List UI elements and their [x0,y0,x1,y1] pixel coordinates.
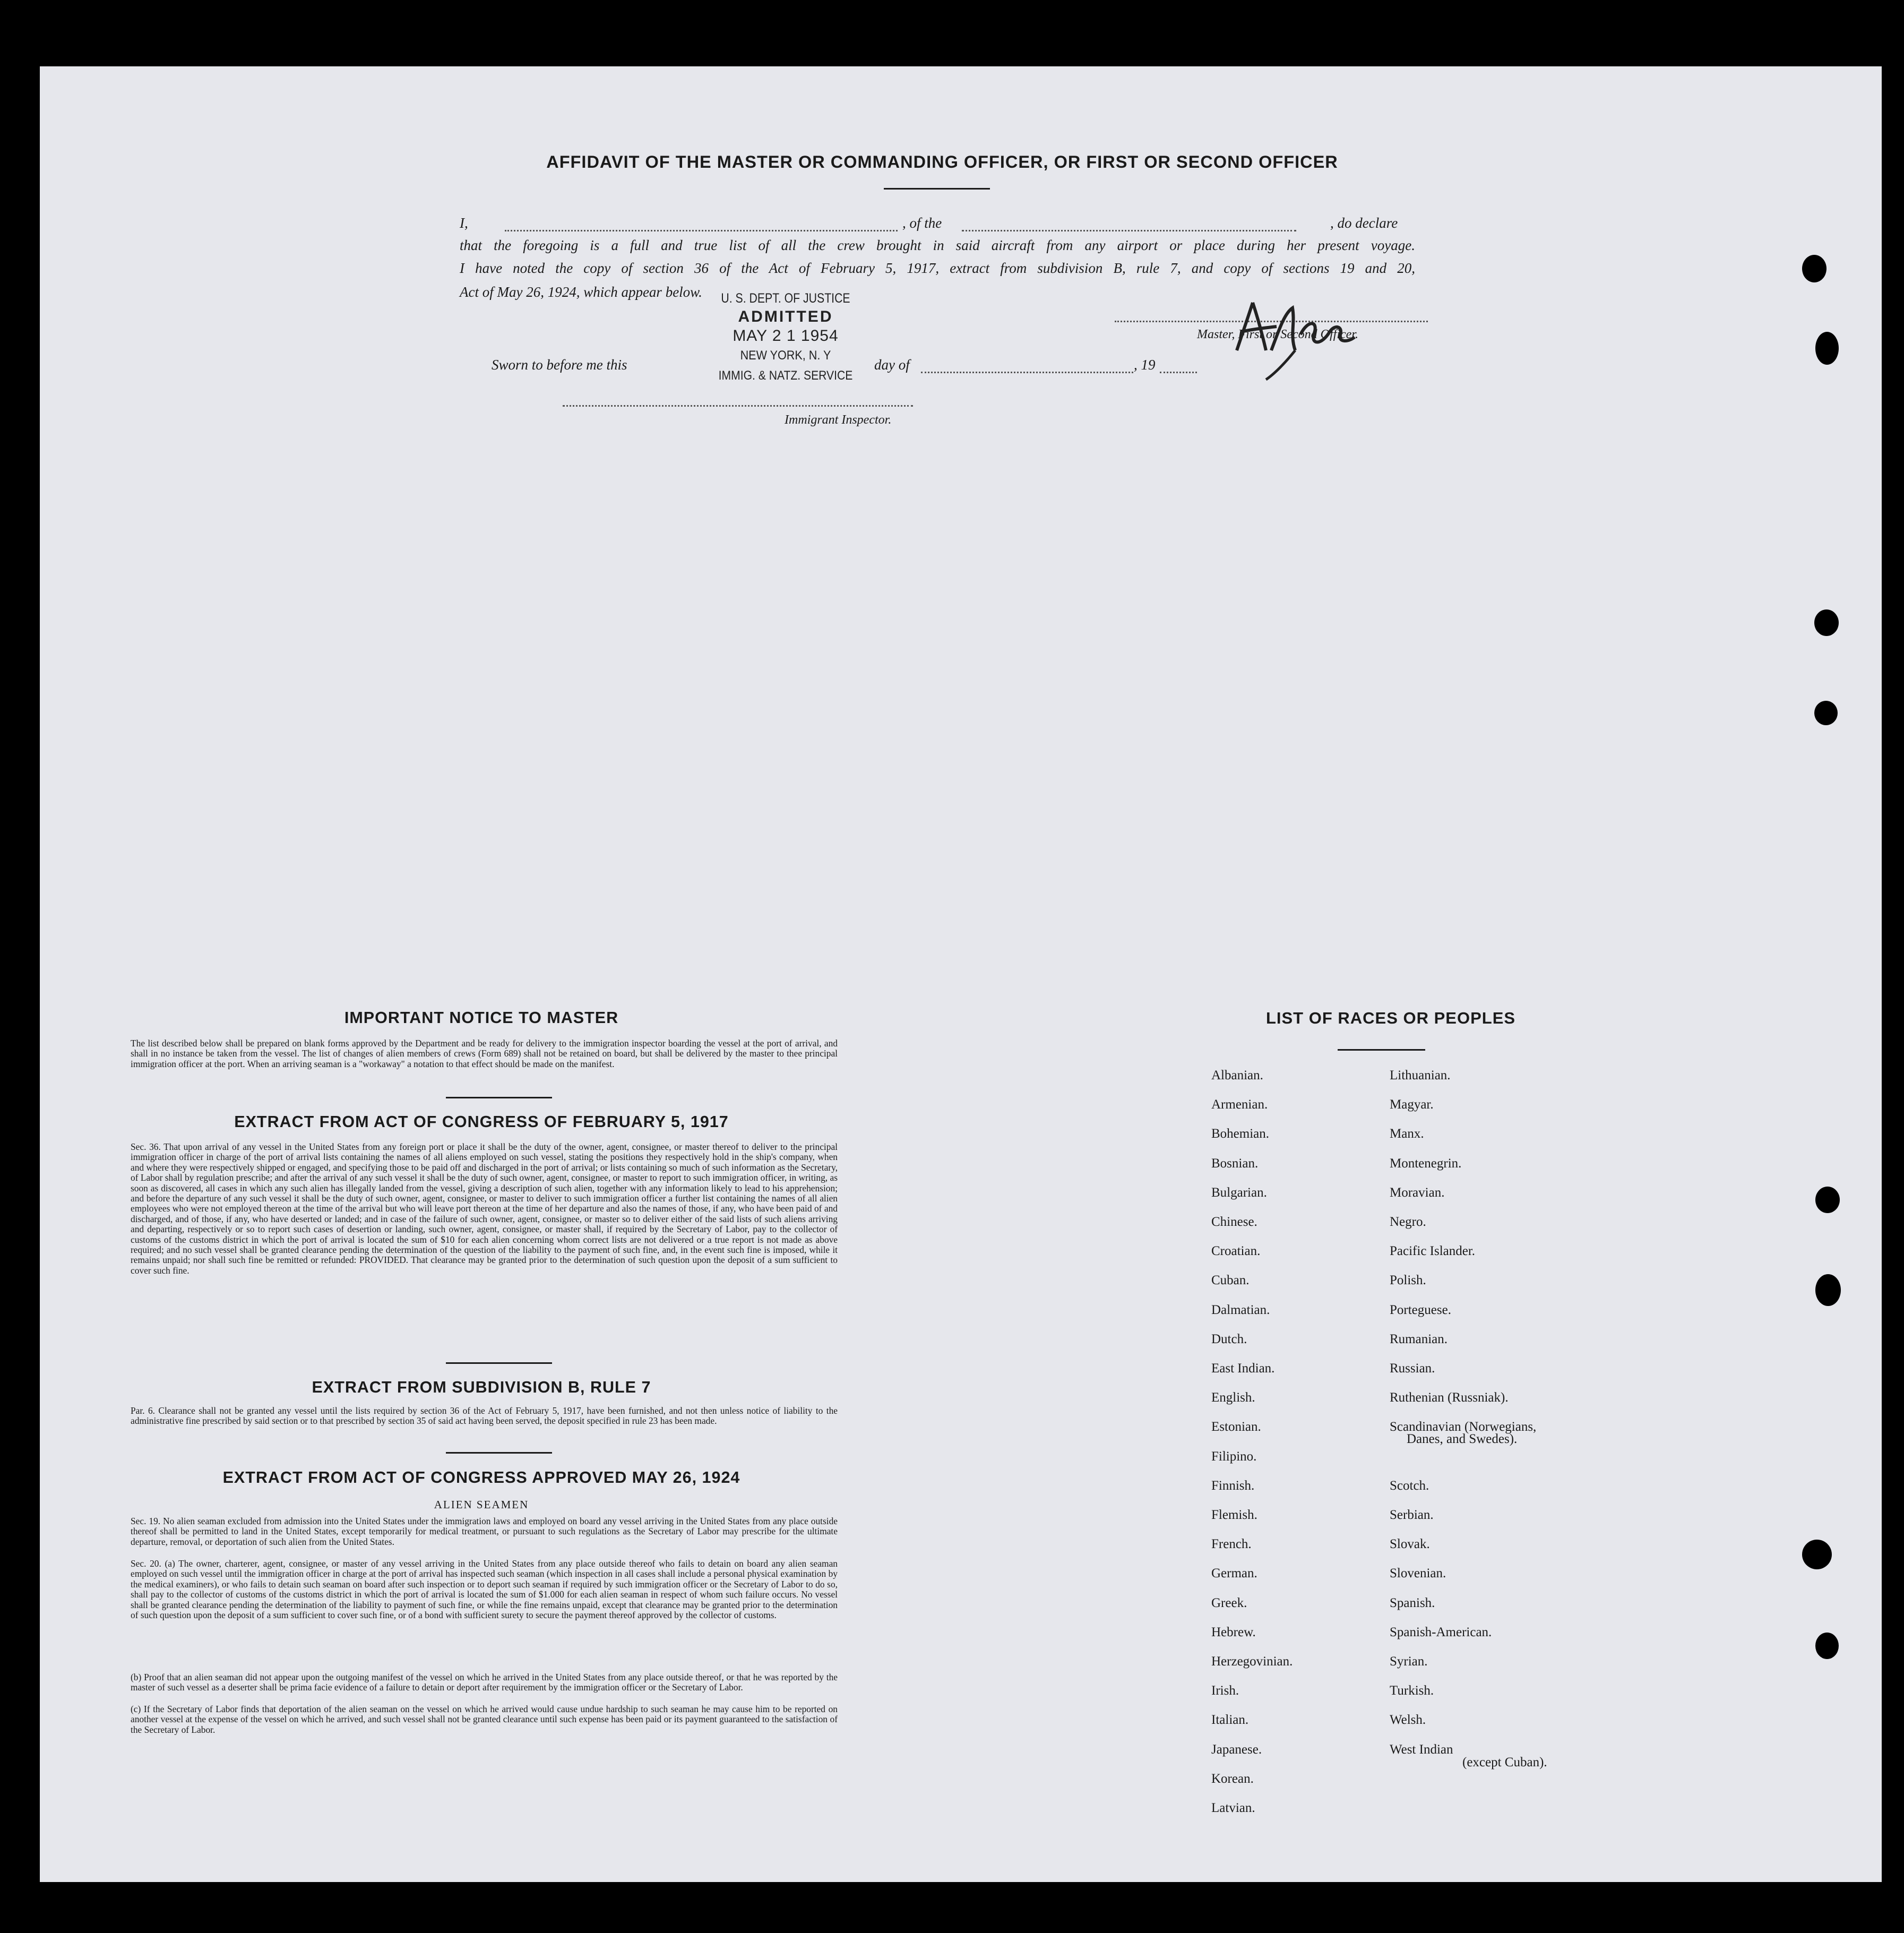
race-item: Porteguese. [1390,1302,1451,1317]
race-item: Japanese. [1211,1742,1262,1757]
race-item: German. [1211,1566,1257,1581]
notice-title: IMPORTANT NOTICE TO MASTER [344,1009,619,1027]
month-field [921,372,1133,373]
race-item: Albanian. [1211,1068,1263,1083]
race-item: Hebrew. [1211,1625,1256,1639]
divider [446,1097,552,1098]
race-item: Moravian. [1390,1185,1445,1200]
race-item: Rumanian. [1390,1331,1448,1346]
name-field [505,230,898,231]
race-item: Bulgarian. [1211,1185,1267,1200]
races-divider [1338,1049,1425,1051]
vessel-field [962,230,1296,231]
punch-hole [1814,609,1839,636]
divider [446,1362,552,1364]
sworn-label: Sworn to before me this [492,357,627,373]
race-item: Polish. [1390,1273,1426,1288]
race-continuation: Danes, and Swedes). [1407,1432,1518,1446]
stamp-admitted: ADMITTED [738,308,833,325]
race-item: Flemish. [1211,1508,1257,1522]
year-label: , 19 [1134,357,1156,373]
race-item: Turkish. [1390,1683,1434,1698]
race-item: Greek. [1211,1595,1247,1610]
race-item: French. [1211,1537,1252,1552]
inspector-label: Immigrant Inspector. [785,413,892,427]
extract-1924-subtitle: ALIEN SEAMEN [434,1498,529,1511]
sec20a-text: Sec. 20. (a) The owner, charterer, agent, consignee, or master of any vessel arriving in the United States from any place outside thereof who fails to detain on board any alien seaman employed on such vessel until the immigration officer in charge at the port of arrival has inspected such seaman (which inspection in all cases shall include a personal physical examination by the medical examiners), or who fails to detain such seaman on board after such inspection or to deport such seaman if required by such immigration officer or the Secretary of Labor to do so, shall pay to the collector of customs of the customs district in which the port of arrival is located the sum of $1.000 for each alien seaman in respect of whom such failure occurs. No vessel shall be granted clearance pending the determination of the liability to payment of such fine, or while the fine remains unpaid, except that clearance may be granted prior to the determination of such question upon the deposit of a sum sufficient to cover such fine, or of a bond with sufficient surety to secure the payment thereof approved by the collector of customs. [131,1558,838,1621]
race-item: Korean. [1211,1771,1254,1786]
divider [446,1452,552,1454]
punch-hole [1814,701,1838,725]
race-item: Pacific Islander. [1390,1244,1476,1259]
title-divider [884,188,990,190]
race-item: Scandinavian (Norwegians, [1390,1420,1537,1434]
race-item: Russian. [1390,1361,1435,1376]
stamp-date: MAY 2 1 1954 [733,327,839,345]
year-field [1160,372,1197,373]
race-item: English. [1211,1390,1255,1405]
punch-hole [1815,1274,1841,1306]
extract-1917-title: EXTRACT FROM ACT OF CONGRESS OF FEBRUARY 5, 1917 [234,1113,729,1131]
punch-hole [1802,255,1827,282]
race-item: Latvian. [1211,1801,1255,1815]
admitted-stamp [706,291,865,383]
notice-text: The list described below shall be prepared on blank forms approved by the Department and be ready for delivery to the immigration inspector boarding the vessel at the port of arrival, and shall in no instance be taken from the vessel. The list of changes of alien members of crews (Form 689) shall not be retained on board, but shall be delivered by the master to thee principal immigration officer at the port. When an arriving seaman is a "workaway" a notation to that effect should be made on the manifest. [131,1038,838,1069]
sec20b-text: (b) Proof that an alien seaman did not appear upon the outgoing manifest of the vessel on which he arrived in the United States from any place outside thereof, or that he was reported by the master of such vessel as a deserter shall be prima facie evidence of a failure to detain or deport after requirement by the immigration officer or the Secretary of Labor. [131,1672,838,1693]
race-item: Irish. [1211,1683,1239,1698]
stamp-dept: U. S. DEPT. OF JUSTICE [721,291,850,306]
race-item: Ruthenian (Russniak). [1390,1390,1509,1405]
affidavit-line4: Act of May 26, 1924, which appear below. [460,284,702,300]
extract-1917-text: Sec. 36. That upon arrival of any vessel in the United States from any foreign port or place it shall be the duty of the owner, agent, consignee, or master thereof to deliver to the principal immigration officer in charge of the port of arrival lists containing the names of all aliens employed on such vessel, stating the positions they respectively hold in the ship's company, when and where they were respectively shipped or engaged, and specifying those to be paid off and discharged in the port of arrival; or lists containing so much of such information as the Secretary, of Labor shall by regulation prescribe; and after the arrival of any such vessel it shall be the duty of such owner, agent, consignee, or master to report to such immigration officer, in writing, as soon as discovered, all cases in which any such alien has illegally landed from the vessel, giving a description of such alien, together with any information likely to lead to his apprehension; and before the departure of any such vessel it shall be the duty of such owner, agent, consignee, or master to deliver to such immigration officer a further list containing the names of all alien employees who were not employed thereon at the time of the arrival but who will leave port thereon at the time of her departure and also the names of those, if any, who have been paid of and discharged, and of those, if any, who have deserted or landed; and in case of the failure of such owner, agent, consignee, or master so to deliver either of the said lists of such aliens arriving and departing, respectively or so to report such cases of desertion or landing, such owner, agent, consignee, or master shall, if required by the Secretary of Labor, pay to the collector of customs of the customs district in which the port of arrival is located the sum of $10 for each alien concerning whom correct lists are not delivered or a true report is not made as above required; and no such vessel shall be granted clearance pending the determination of the question of the liability to the payment of such fine, and, in the event such fine is imposed, while it remains unpaid; nor shall such fine be remitted or refunded: PROVIDED. That clearance may be granted prior to the determination of such question upon the deposit of a sum sufficient to cover such fine. [131,1141,838,1276]
race-item: Armenian. [1211,1097,1268,1112]
punch-hole [1815,1187,1840,1213]
race-item: Slovenian. [1390,1566,1446,1581]
race-item: Italian. [1211,1713,1249,1728]
race-item: Chinese. [1211,1215,1257,1229]
sec19-text: Sec. 19. No alien seaman excluded from admission into the United States under the immigration laws and employed on board any vessel arriving in the United States from any place outside thereof shall be permitted to land in the United States, except temporarily for medical treatment, or pursuant to such regulations as the Secretary of Labor may prescribe for the ultimate departure, removal, or deportation of such alien from the United States. [131,1516,838,1547]
race-item: Filipino. [1211,1449,1257,1464]
handwritten-signature [1216,271,1369,382]
extract-1924-title: EXTRACT FROM ACT OF CONGRESS APPROVED MAY 26, 1924 [222,1468,740,1487]
race-item: Negro. [1390,1215,1426,1229]
race-item: Dalmatian. [1211,1302,1270,1317]
race-continuation: (except Cuban). [1462,1755,1547,1769]
race-item: Dutch. [1211,1331,1247,1346]
affidavit-line2: that the foregoing is a full and true list of all the crew brought in said aircraft from any airport or place during her present voyage. [460,237,1415,253]
race-item: Bohemian. [1211,1127,1270,1141]
race-item: Bosnian. [1211,1156,1259,1171]
i-label: I, [460,215,468,231]
affidavit-line1 [460,215,1415,234]
stamp-city: NEW YORK, N. Y [740,348,831,363]
race-item: Estonian. [1211,1420,1261,1434]
race-item: Slovak. [1390,1537,1430,1552]
race-item: Finnish. [1211,1478,1255,1493]
inspector-signature-line [563,405,913,407]
rule7-text: Par. 6. Clearance shall not be granted any vessel until the lists required by section 36 of the Act of February 5, 1917, have been furnished, and not then unless notice of liability to the administrative fine prescribed by said section or to that prescribed by section 35 of said act having been served, the deposit specified in rule 23 has been made. [131,1405,838,1427]
race-item: Magyar. [1390,1097,1434,1112]
races-title: LIST OF RACES OR PEOPLES [1265,1009,1516,1027]
day-of-label: day of [874,357,910,373]
race-item: West Indian [1390,1742,1453,1757]
do-declare-label: , do declare [1330,215,1398,231]
race-item: Croatian. [1211,1244,1261,1259]
affidavit-title: AFFIDAVIT OF THE MASTER OR COMMANDING OFFICER, OR FIRST OR SECOND OFFICER [546,152,1338,171]
rule7-title: EXTRACT FROM SUBDIVISION B, RULE 7 [312,1378,651,1396]
race-item: Cuban. [1211,1273,1250,1288]
affidavit-line3: I have noted the copy of section 36 of the Act of February 5, 1917, extract from subdivision B, rule 7, and copy of sections 19 and 20, [460,260,1415,276]
punch-hole [1815,1633,1839,1659]
race-item: Syrian. [1390,1654,1428,1669]
of-the-label: , of the [902,215,942,231]
master-label: Master, First or Second Officer. [1197,328,1358,341]
race-item: Serbian. [1390,1508,1434,1522]
race-item: East Indian. [1211,1361,1275,1376]
race-item: Welsh. [1390,1713,1426,1728]
race-item: Spanish. [1390,1595,1435,1610]
stamp-service: IMMIG. & NATZ. SERVICE [718,368,853,383]
race-item: Spanish-American. [1390,1625,1492,1639]
race-item: Herzegovinian. [1211,1654,1293,1669]
race-item: Manx. [1390,1127,1424,1141]
punch-hole [1802,1540,1832,1569]
sec20c-text: (c) If the Secretary of Labor finds that deportation of the alien seaman on the vessel on which he arrived would cause undue hardship to such seaman he may cause him to be reported on another vessel at the expense of the vessel on which he arrived, and such vessel shall not be granted clearance until such expense has been paid or its payment guaranteed to the satisfaction of the Secretary of Labor. [131,1704,838,1735]
race-item: Lithuanian. [1390,1068,1451,1083]
punch-hole [1815,332,1839,365]
race-item: Scotch. [1390,1478,1429,1493]
race-item: Montenegrin. [1390,1156,1462,1171]
